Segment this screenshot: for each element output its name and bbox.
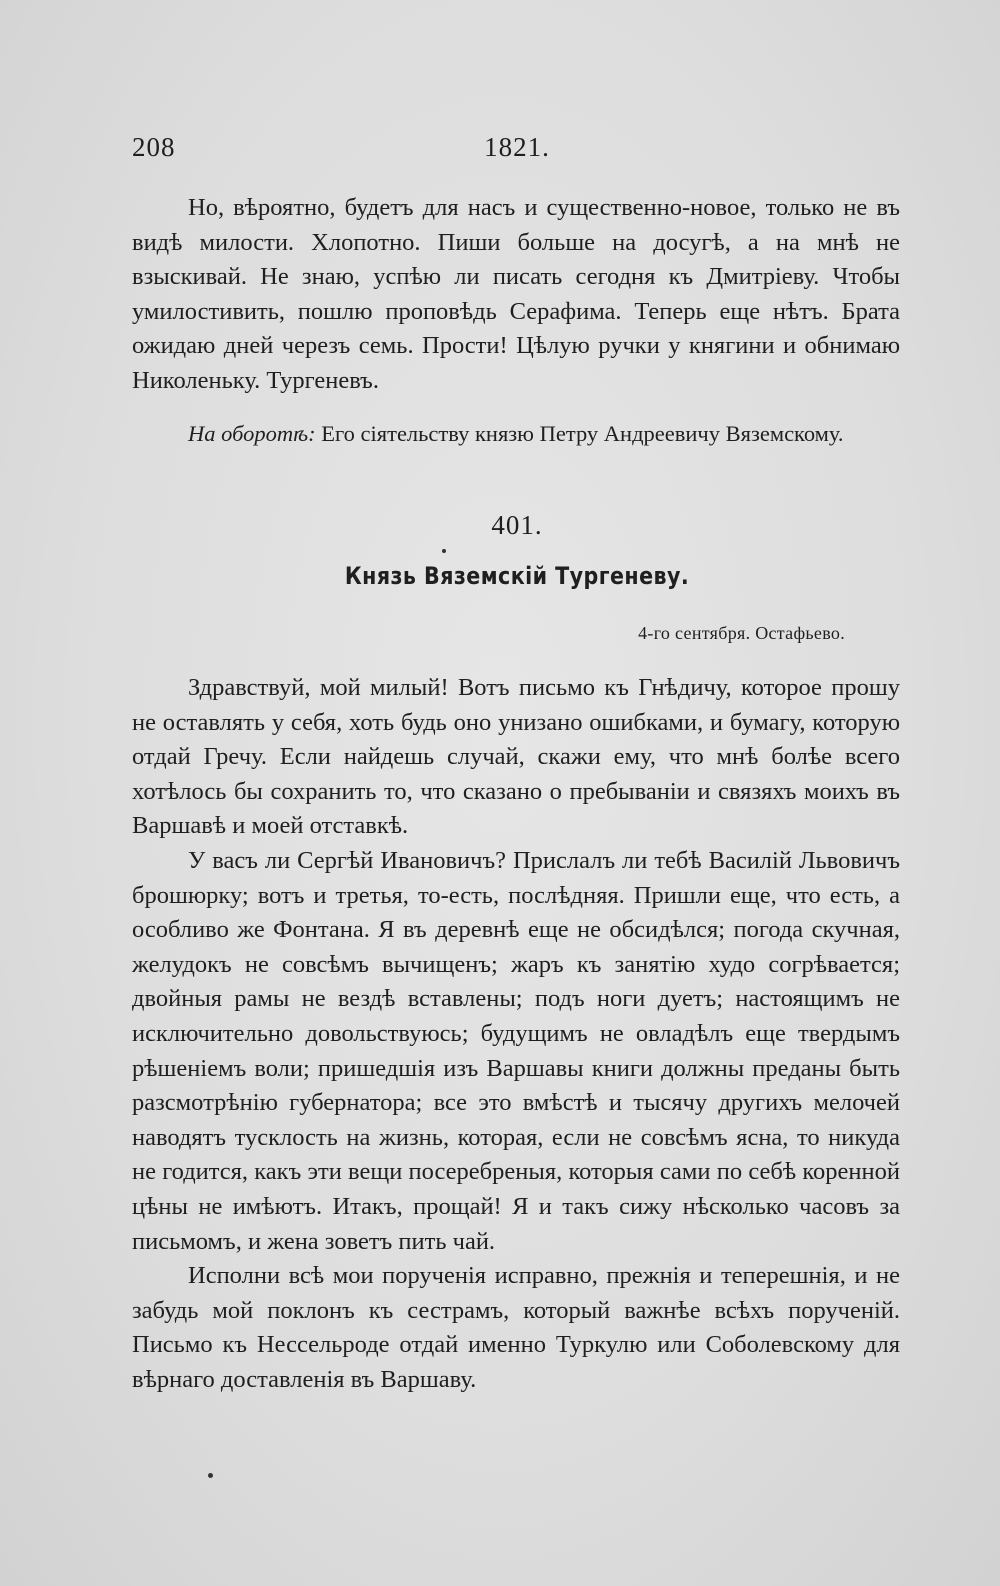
header-year: 1821. bbox=[484, 132, 550, 162]
letter-paragraph-1: Здравствуй, мой милый! Вотъ письмо къ Гнѣдичу, которое прошу не оставлять у себя, хоть будь оно унизано ошибками, и бумагу, которую отдай Гречу. Если найдешь случай, скажи ему, что мнѣ болѣе всего хотѣлось бы сохранить то, что сказано о пребываніи и связяхъ моихъ въ Варшавѣ и моей отставкѣ. bbox=[132, 674, 900, 840]
ink-speck bbox=[208, 1473, 213, 1478]
ink-speck bbox=[442, 549, 446, 553]
address-text: Его сіятельству князю Петру Андреевичу Вяземскому. bbox=[315, 421, 844, 446]
intro-text bbox=[132, 191, 900, 399]
letter-number: 401. bbox=[491, 510, 543, 540]
address-label: На оборотѣ: bbox=[188, 421, 316, 446]
letter-dateline: 4-го сентября. Остафьево. bbox=[638, 623, 845, 643]
page-number: 208 bbox=[132, 132, 176, 162]
address-note bbox=[132, 418, 900, 450]
intro-paragraph: Но, вѣроятно, будетъ для насъ и существенно-новое, только не въ видѣ милости. Хлопотно. Пиши больше на досугѣ, а на мнѣ не взыскивай. Не знаю, успѣю ли писать сегодня къ Дмитріеву. Чтобы умилостивить, пошлю проповѣдь Серафима. Теперь еще нѣтъ. Брата ожидаю дней черезъ семь. Прости! Цѣлую ручки у княгини и обнимаю Николеньку. Тургеневъ. bbox=[132, 194, 900, 394]
letter-title: Князь Вяземскій Тургеневу. bbox=[344, 562, 690, 590]
letter-paragraph-2: У васъ ли Сергѣй Ивановичъ? Прислалъ ли тебѣ Василій Львовичъ брошюрку; вотъ и третья, то-есть, послѣдняя. Пришли еще, что есть, а особливо же Фонтана. Я въ деревнѣ еще не обсидѣлся; погода скучная, желудокъ не совсѣмъ вычищенъ; жаръ къ занятію худо согрѣвается; двойныя рамы не вездѣ вставлены; подъ ноги дуетъ; настоящимъ не исключительно довольствуюсь; будущимъ не овладѣлъ еще твердымъ рѣшеніемъ воли; пришедшія изъ Варшавы книги должны преданы быть разсмотрѣнію губернатора; все это вмѣстѣ и тысячу другихъ мелочей наводятъ тусклость на жизнь, которая, если не совсѣмъ ясна, то никуда не годится, какъ эти вещи посеребреныя, которыя сами по себѣ коренной цѣны не имѣютъ. Итакъ, прощай! Я и такъ сижу нѣсколько часовъ за письмомъ, и жена зоветъ пить чай. bbox=[132, 846, 900, 1255]
running-header bbox=[132, 132, 902, 168]
letter-paragraph-3: Исполни всѣ мои порученія исправно, прежнія и теперешнія, и не забудь мой поклонъ къ сестрамъ, который важнѣе всѣхъ порученій. Письмо къ Нессельроде отдай именно Туркулю или Соболевскому для вѣрнаго доставленія въ Варшаву. bbox=[132, 1262, 900, 1393]
letter-body bbox=[132, 671, 900, 1397]
